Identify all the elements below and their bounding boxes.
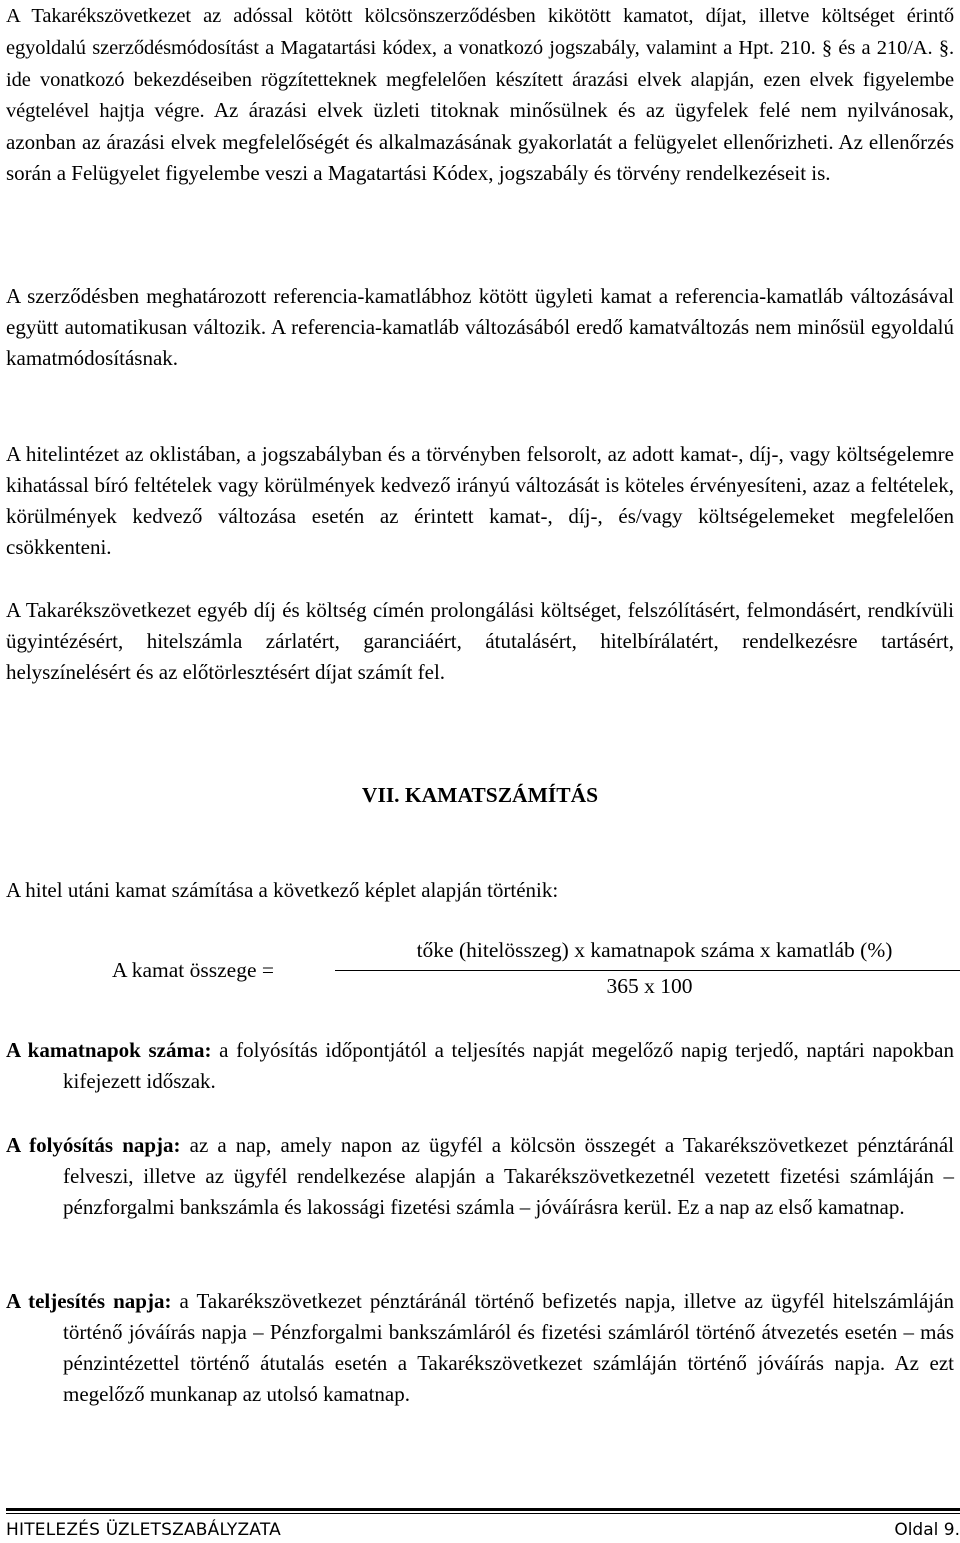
formula-intro: A hitel utáni kamat számítása a következő képlet alapján történik: — [6, 878, 559, 902]
definition-text: az a nap, amely napon az ügyfél a kölcsön összegét a Takarékszövetkezet pénztáránál felveszi, illetve az ügyfél rendelkezése alapján a Takarékszövetkezetnél vezetett fizetési számláján – pénzforgalmi bankszámla és lakossági fizetési számla – jóváírásra kerül. Ez a nap az első kamatnap. — [63, 1133, 954, 1219]
fraction-bar — [335, 970, 960, 971]
page-footer — [6, 1517, 960, 1543]
definition-disbursement-day — [6, 1130, 954, 1223]
definition-term: A teljesítés napja: — [6, 1289, 172, 1313]
paragraph-text-part: A Takarékszövetkezet az adóssal kötött kölcsönszerződésben kikötött kamatot, díjat, illetve költséget érintő egyoldalú szerződésmódosítást a Magatartási kódex, a vonatkozó jogszabály, valamint a Hpt. 210. § és a 210/A. §. ide vonatkozó bekezdéseiben rögzítetteknek megfelelően készített árazási elvek alapján, ezen elvek figyelembe végtelével hajtja végre. — [6, 5, 954, 123]
formula-denominator: 365 x 100 — [606, 974, 693, 998]
paragraph-text-part: Az árazási elvek üzleti titoknak minősülnek és az ügyfelek felé nem nyilvánosak, azonban az árazási elvek megfelelőségét és alkalmazásának gyakorlatát a felügyelet ellenőrizheti. — [6, 98, 954, 155]
footer-document-title: HITELEZÉS ÜZLETSZABÁLYZATA — [6, 1520, 281, 1540]
paragraph-reference-rate: A szerződésben meghatározott referencia-kamatlábhoz kötött ügyleti kamat a referencia-kamatláb változásával együtt automatikusan változik. A referencia-kamatláb változásából eredő kamatváltozás nem minősül egyoldalú kamatmódosításnak. — [6, 284, 954, 370]
interest-formula — [112, 930, 960, 1010]
paragraph-pricing-principles — [6, 0, 954, 189]
definition-text: a Takarékszövetkezet pénztáránál történő befizetés napja, illetve az ügyfél hitelszámláján történő jóváírás napja – Pénzforgalmi bankszámláról és fizetési számláról történő átvezetés esetén – más pénzintézettel történő átutalás esetén a Takarékszövetkezet számláján történő jóváírás napja. Az ezt megelőző munkanap az utolsó kamatnap. — [63, 1289, 954, 1406]
footer-divider — [6, 1508, 960, 1511]
section-heading: VII. KAMATSZÁMÍTÁS — [361, 783, 599, 807]
paragraph-text-part: Az ellenőrzés során a Felügyelet figyelembe veszi a Magatartási Kódex, jogszabály és törvény rendelkezéseit is. — [6, 130, 954, 185]
definition-term: A folyósítás napja: — [6, 1133, 181, 1157]
footer-page-number: Oldal 9. — [894, 1520, 960, 1540]
definition-text: a folyósítás időpontjától a teljesítés napját megelőző napig terjedő, naptári napokban kifejezett időszak. — [63, 1038, 954, 1093]
paragraph-favorable-changes: A hitelintézet az oklistában, a jogszabályban és a törvényben felsorolt, az adott kamat-, díj-, vagy költségelemre kihatással bíró feltételek vagy körülmények kedvező irányú változását is köteles érvényesíteni, azaz a feltételek, körülmények kedvező változása esetén az érintett kamat-, díj-, és/vagy költségelemeket megfelelően csökkenteni. — [6, 442, 954, 559]
definition-settlement-day — [6, 1286, 954, 1410]
formula-fraction — [335, 930, 960, 1008]
definition-interest-days — [6, 1035, 954, 1097]
formula-numerator: tőke (hitelösszeg) x kamatnapok száma x kamatláb (%) — [416, 938, 893, 962]
definition-term: A kamatnapok száma: — [6, 1038, 212, 1062]
paragraph-other-fees: A Takarékszövetkezet egyéb díj és költség címén prolongálási költséget, felszólításért, felmondásért, rendkívüli ügyintézésért, hitelszámla zárlatért, garanciáért, átutalásért, hitelbírálatért, rendelkezésre tartásért, helyszínelésért és az előtörlesztésért díjat számít fel. — [6, 598, 954, 684]
footer-divider-thin — [6, 1513, 960, 1514]
formula-label: A kamat összege = — [112, 958, 274, 982]
